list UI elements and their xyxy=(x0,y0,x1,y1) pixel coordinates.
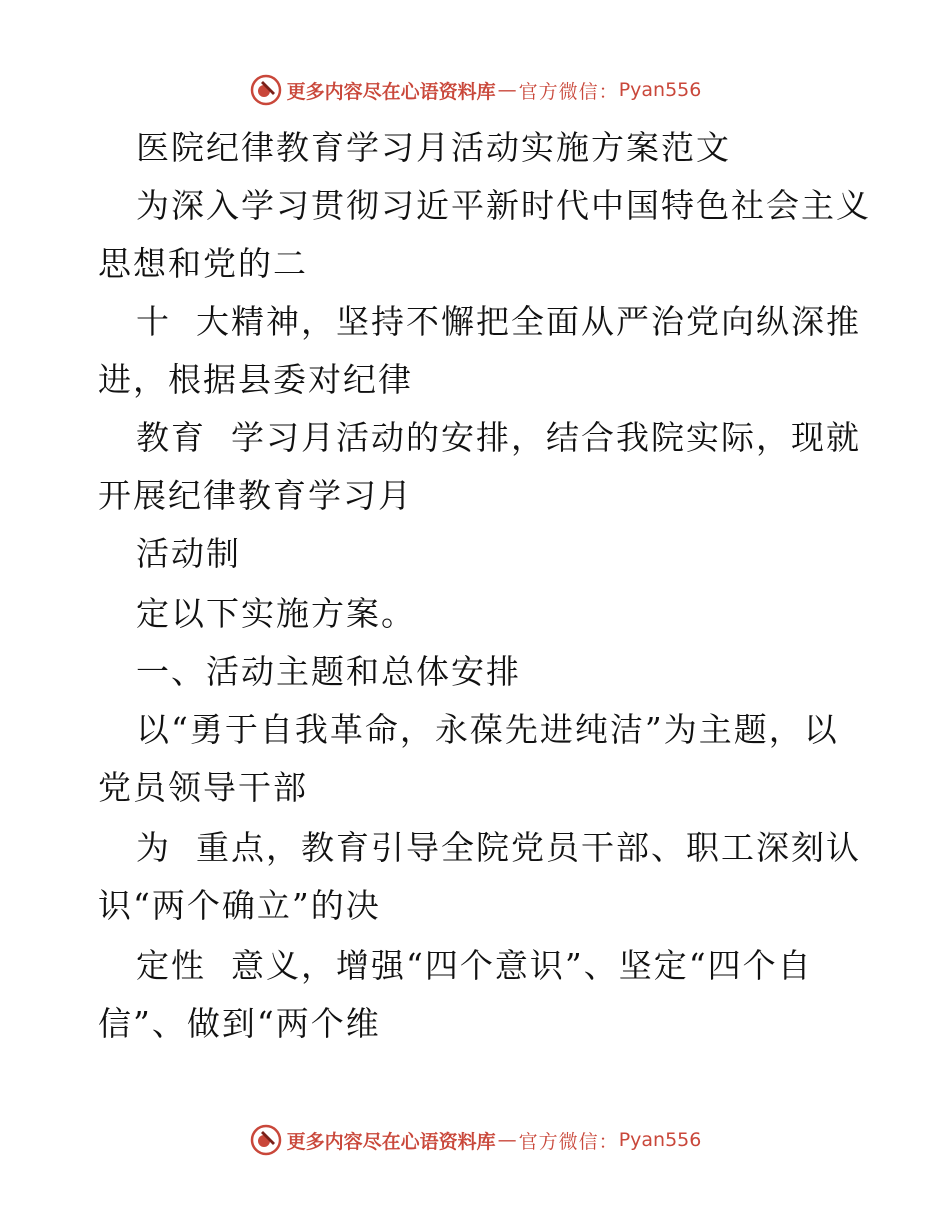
text-line: 定性 意义，增强“四个意识”、坚定“四个自 xyxy=(136,946,813,985)
banner-text: 更多内容尽在心语资料库 xyxy=(286,1130,496,1153)
banner-wechat-id: Pyan556 xyxy=(618,79,702,101)
text-line: 党员领导干部 xyxy=(98,768,308,807)
banner-wechat-id: Pyan556 xyxy=(618,1129,702,1151)
banner-text: 更多内容尽在心语资料库 xyxy=(286,80,496,103)
text-line: 思想和党的二 xyxy=(98,244,308,283)
text-line: 教育 学习月活动的安排，结合我院实际，现就 xyxy=(136,418,861,457)
text-line: 为 重点，教育引导全院党员干部、职工深刻认 xyxy=(136,828,861,867)
section-heading: 一、活动主题和总体安排 xyxy=(136,652,521,691)
text-line: 活动制 xyxy=(136,534,241,573)
footer-banner xyxy=(0,1120,950,1160)
logo-icon xyxy=(249,73,283,107)
text-line: 识“两个确立”的决 xyxy=(98,886,381,925)
text-line: 以“勇于自我革命，永葆先进纯洁”为主题，以 xyxy=(136,710,839,749)
document-title: 医院纪律教育学习月活动实施方案范文 xyxy=(136,128,731,167)
text-line: 为深入学习贯彻习近平新时代中国特色社会主义 xyxy=(136,186,871,225)
banner-separator: — xyxy=(497,1129,517,1151)
text-line: 定以下实施方案。 xyxy=(136,594,416,633)
header-banner xyxy=(0,70,950,110)
banner-separator: — xyxy=(497,79,517,101)
text-line: 进，根据县委对纪律 xyxy=(98,360,413,399)
text-line: 开展纪律教育学习月 xyxy=(98,476,413,515)
logo-icon xyxy=(249,1123,283,1157)
text-line: 信”、做到“两个维 xyxy=(98,1004,381,1043)
banner-wechat-label: 官方微信： xyxy=(518,1130,619,1153)
banner-wechat-label: 官方微信： xyxy=(518,80,619,103)
text-line: 十 大精神，坚持不懈把全面从严治党向纵深推 xyxy=(136,302,861,341)
